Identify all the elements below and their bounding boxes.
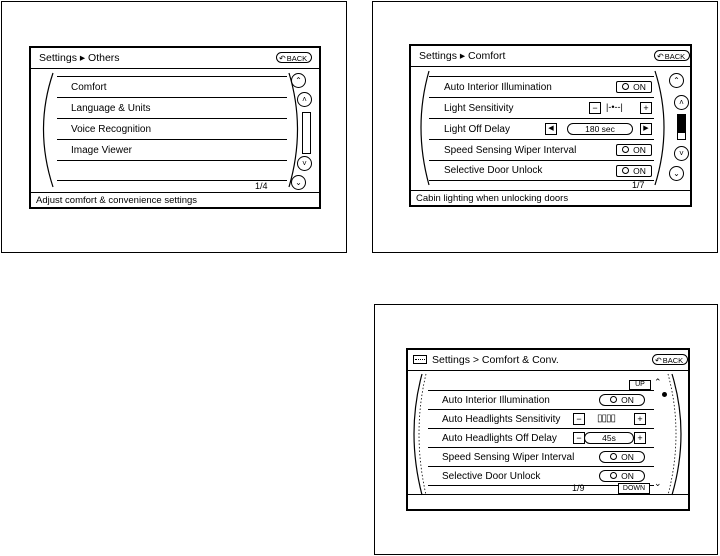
help-text: Cabin lighting when unlocking doors — [416, 193, 569, 204]
scroll-position-indicator — [662, 392, 667, 397]
setting-label: Light Off Delay — [444, 124, 510, 135]
status-bar — [408, 494, 688, 509]
menu-item-empty — [57, 161, 287, 181]
double-chevron-up-icon: ⌃ — [295, 76, 302, 85]
panel-comfort-conv-frame — [374, 304, 718, 555]
toggle-indicator-icon — [610, 396, 617, 403]
screen-comfort-conv — [406, 348, 690, 511]
menu-list — [57, 76, 287, 181]
panel-comfort-frame — [372, 1, 718, 253]
toggle-switch[interactable] — [616, 144, 652, 156]
chevron-down-icon: ˅ — [302, 159, 307, 168]
settings-list — [429, 76, 654, 181]
setting-label: Speed Sensing Wiper Interval — [444, 145, 577, 156]
page-indicator: 1/4 — [255, 181, 268, 191]
menu-item-language-units[interactable] — [57, 98, 287, 119]
scroll-bottom-button[interactable] — [669, 166, 684, 181]
double-chevron-up-icon: ⌃ — [673, 76, 680, 85]
toggle-switch[interactable] — [599, 451, 645, 463]
chevron-up-icon: ˄ — [302, 95, 307, 104]
decrease-button[interactable]: − — [573, 413, 585, 425]
scrollbar-thumb[interactable] — [678, 115, 685, 133]
back-button[interactable] — [654, 50, 690, 61]
screen-others — [29, 46, 321, 209]
chevron-down-icon: ˅ — [679, 149, 684, 158]
setting-row-auto-headlights-sensitivity[interactable] — [428, 410, 654, 429]
help-text: Adjust comfort & convenience settings — [36, 195, 198, 206]
toggle-value: ON — [633, 145, 646, 155]
scroll-down-button[interactable] — [297, 156, 312, 171]
settings-list — [428, 390, 654, 486]
back-label: BACK — [286, 54, 308, 63]
menu-item-label: Voice Recognition — [71, 124, 152, 135]
scroll-down-button[interactable] — [674, 146, 689, 161]
header — [408, 350, 688, 371]
header — [411, 46, 690, 67]
breadcrumb: Settings > Comfort & Conv. — [432, 354, 559, 366]
increase-button[interactable]: + — [634, 413, 646, 425]
page-indicator: 1/7 — [632, 180, 645, 190]
header — [31, 48, 319, 69]
decrease-button[interactable]: ◀ — [545, 123, 557, 135]
up-button[interactable] — [629, 380, 651, 390]
setting-row-auto-interior-illumination[interactable] — [428, 391, 654, 410]
setting-label: Auto Interior Illumination — [442, 395, 550, 406]
panel-others-frame — [1, 1, 347, 253]
help-bar — [31, 192, 319, 207]
double-chevron-down-icon: ⌄ — [673, 169, 680, 178]
toggle-value: ON — [621, 452, 634, 462]
double-chevron-up-icon[interactable]: ⌃ — [654, 377, 662, 387]
toggle-indicator-icon — [622, 167, 629, 174]
setting-row-speed-sensing-wiper-interval[interactable] — [429, 140, 654, 161]
back-button[interactable] — [276, 52, 312, 63]
delay-value: 45s — [602, 433, 616, 443]
sensitivity-slider[interactable]: |-•--| — [606, 102, 623, 112]
page-indicator: 1/9 — [572, 483, 585, 493]
double-chevron-down-icon: ⌄ — [295, 178, 302, 187]
menu-icon — [413, 355, 427, 364]
setting-label: Selective Door Unlock — [444, 165, 543, 176]
increase-button[interactable]: + — [634, 432, 646, 444]
setting-row-light-sensitivity[interactable] — [429, 98, 654, 119]
toggle-switch[interactable] — [616, 165, 652, 177]
back-button[interactable] — [652, 354, 688, 365]
delay-value-field — [584, 432, 634, 444]
scrollbar-track[interactable] — [302, 112, 311, 154]
double-chevron-down-icon[interactable]: ⌄ — [654, 478, 662, 488]
toggle-switch[interactable] — [599, 470, 645, 482]
decrease-button[interactable]: − — [573, 432, 585, 444]
scroll-up-button[interactable] — [674, 95, 689, 110]
scroll-top-button[interactable] — [669, 73, 684, 88]
down-label: DOWN — [622, 485, 646, 492]
toggle-indicator-icon — [610, 472, 617, 479]
scroll-top-button[interactable] — [291, 73, 306, 88]
setting-label: Speed Sensing Wiper Interval — [442, 452, 575, 463]
decrease-button[interactable]: − — [589, 102, 601, 114]
delay-value: 180 sec — [585, 124, 615, 134]
toggle-indicator-icon — [610, 453, 617, 460]
setting-row-auto-headlights-off-delay[interactable] — [428, 429, 654, 448]
setting-label: Auto Headlights Sensitivity — [442, 414, 561, 425]
setting-label: Light Sensitivity — [444, 103, 514, 114]
toggle-switch[interactable] — [616, 81, 652, 93]
setting-row-selective-door-unlock[interactable] — [429, 161, 654, 181]
toggle-indicator-icon — [622, 146, 629, 153]
setting-row-light-off-delay[interactable] — [429, 119, 654, 140]
toggle-value: ON — [621, 395, 634, 405]
toggle-indicator-icon — [622, 83, 629, 90]
sensitivity-level[interactable]: ▯▯▯▯ — [597, 413, 616, 424]
setting-row-speed-sensing-wiper-interval[interactable] — [428, 448, 654, 467]
back-arrow-icon: ↶ — [657, 52, 664, 61]
delay-value-field — [567, 123, 633, 135]
scrollbar-track[interactable] — [677, 114, 686, 140]
toggle-value: ON — [633, 82, 646, 92]
menu-item-label: Language & Units — [71, 103, 151, 114]
menu-item-image-viewer[interactable] — [57, 140, 287, 161]
back-arrow-icon: ↶ — [279, 54, 286, 63]
toggle-value: ON — [633, 165, 646, 176]
setting-label: Selective Door Unlock — [442, 471, 541, 482]
down-button[interactable] — [618, 483, 650, 494]
back-label: BACK — [662, 356, 684, 365]
back-arrow-icon: ↶ — [655, 356, 662, 365]
menu-item-label: Comfort — [71, 82, 107, 93]
menu-item-label: Image Viewer — [71, 145, 132, 156]
toggle-switch[interactable] — [599, 394, 645, 406]
breadcrumb: Settings ▸ Others — [39, 52, 120, 64]
breadcrumb: Settings ▸ Comfort — [419, 50, 506, 62]
up-label: UP — [635, 381, 645, 388]
scroll-up-button[interactable] — [297, 92, 312, 107]
setting-label: Auto Interior Illumination — [444, 82, 552, 93]
increase-button[interactable]: ▶ — [640, 123, 652, 135]
setting-label: Auto Headlights Off Delay — [442, 433, 557, 444]
chevron-up-icon: ˄ — [679, 98, 684, 107]
scroll-bottom-button[interactable] — [291, 175, 306, 190]
back-label: BACK — [664, 52, 686, 61]
setting-row-auto-interior-illumination[interactable] — [429, 77, 654, 98]
menu-item-voice-recognition[interactable] — [57, 119, 287, 140]
increase-button[interactable]: + — [640, 102, 652, 114]
toggle-value: ON — [621, 471, 634, 481]
screen-comfort — [409, 44, 692, 207]
help-bar — [411, 190, 690, 205]
menu-item-comfort[interactable] — [57, 77, 287, 98]
